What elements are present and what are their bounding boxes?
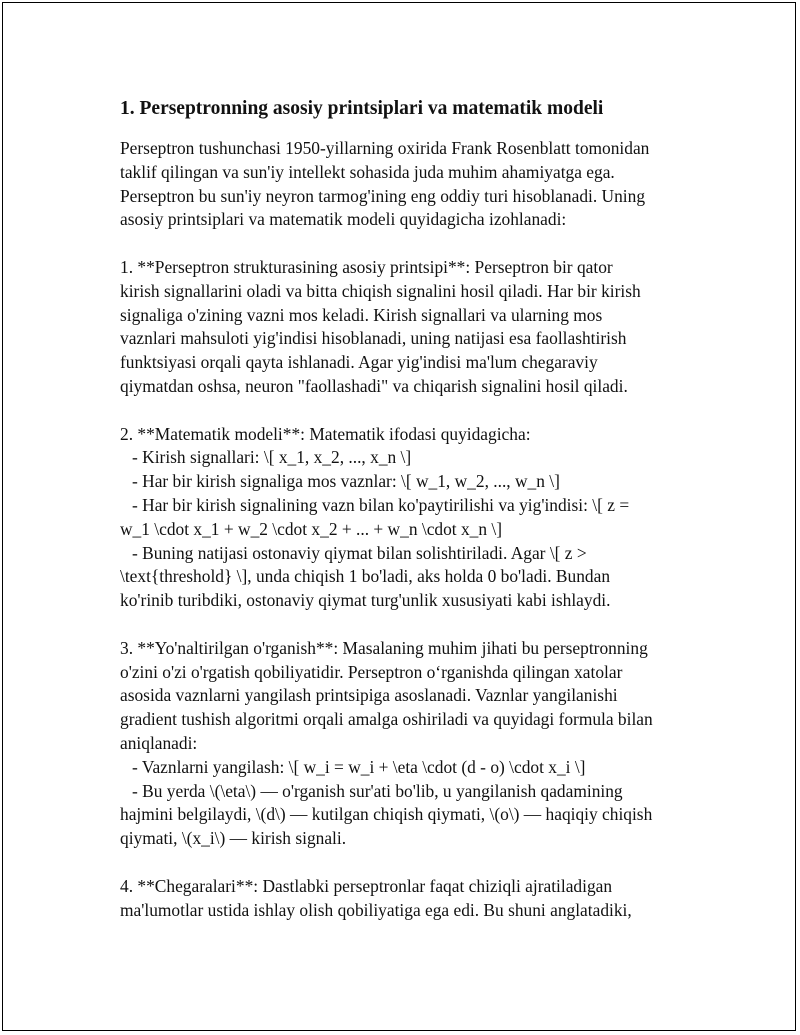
text-line: vaznlari mahsuloti yig'indisi hisoblanadi, uning natijasi esa faollashtirish: [120, 328, 627, 349]
text-line: qiymatdan oshsa, neuron "faollashadi" va chiqarish signalini hosil qiladi.: [120, 375, 628, 396]
text-line: asosiy printsiplari va matematik modeli quyidagicha izohlanadi:: [120, 209, 567, 230]
list-item: - Vaznlarni yangilash: \[ w_i = w_i + \eta \cdot (d - o) \cdot x_i \]: [132, 756, 586, 777]
text-line: Perseptron bu sun'iy neyron tarmog'ining eng oddiy turi hisoblanadi. Uning: [120, 185, 646, 206]
text-line: aniqlanadi:: [120, 732, 198, 753]
list-item: - Buning natijasi ostonaviy qiymat bilan solishtiriladi. Agar \[ z >: [132, 542, 587, 563]
list-item: - Har bir kirish signalining vazn bilan ko'paytirilishi va yig'indisi: \[ z =: [132, 494, 630, 515]
text-line: asosida vaznlarni yangilash printsipiga asoslanadi. Vaznlar yangilanishi: [120, 685, 618, 706]
text-line: w_1 \cdot x_1 + w_2 \cdot x_2 + ... + w_n \cdot x_n \]: [120, 518, 503, 539]
text-line: Perseptron tushunchasi 1950-yillarning oxirida Frank Rosenblatt tomonidan: [120, 138, 650, 158]
structure-paragraph: [120, 256, 685, 399]
text-line: taklif qilingan va sun'iy intellekt sohasida juda muhim ahamiyatga ega.: [120, 161, 615, 182]
text-line: ma'lumotlar ustida ishlay olish qobiliyatiga ega edi. Bu shuni anglatadiki,: [120, 899, 632, 920]
limitations-paragraph: [120, 875, 685, 923]
intro-paragraph: [120, 137, 685, 232]
list-item: - Kirish signallari: \[ x_1, x_2, ..., x_n \]: [132, 447, 412, 468]
text-line: \text{threshold} \], unda chiqish 1 bo'ladi, aks holda 0 bo'ladi. Bundan: [120, 566, 611, 587]
text-line: 3. **Yo'naltirilgan o'rganish**: Masalaning muhim jihati bu perseptronning: [120, 637, 648, 658]
text-line: 2. **Matematik modeli**: Matematik ifodasi quyidagicha:: [120, 423, 531, 444]
paragraph-gap: [120, 851, 685, 875]
list-item: - Bu yerda \(\eta\) — o'rganish sur'ati bo'lib, u yangilanish qadamining: [132, 780, 623, 801]
text-line: kirish signallarini oladi va bitta chiqish signalini hosil qiladi. Har bir kirish: [120, 280, 641, 301]
list-item: - Har bir kirish signaliga mos vaznlar: \[ w_1, w_2, ..., w_n \]: [132, 471, 560, 492]
section-title: 1. Perseptronning asosiy printsiplari va matematik modeli: [120, 98, 604, 119]
text-line: funktsiyasi orqali qayta ishlanadi. Agar yig'indisi ma'lum chegaraviy: [120, 352, 598, 373]
learning-paragraph: [120, 637, 685, 851]
text-line: hajmini belgilaydi, \(d\) — kutilgan chiqish qiymati, \(o\) — haqiqiy chiqish: [120, 804, 653, 825]
math-model-paragraph: [120, 423, 685, 613]
text-line: gradient tushish algoritmi orqali amalga oshiriladi va quyidagi formula bilan: [120, 709, 653, 730]
text-line: 4. **Chegaralari**: Dastlabki perseptronlar faqat chiziqli ajratiladigan: [120, 875, 613, 896]
paragraph-gap: [120, 613, 685, 637]
text-line: ko'rinib turibdiki, ostonaviy qiymat turg'unlik xususiyati kabi ishlaydi.: [120, 590, 611, 611]
text-line: o'zini o'zi o'rgatish qobiliyatidir. Perseptron o‘rganishda qilingan xatolar: [120, 661, 623, 682]
document-content: [120, 95, 685, 922]
document-page: [2, 2, 796, 1031]
text-line: qiymati, \(x_i\) — kirish signali.: [120, 828, 347, 849]
paragraph-gap: [120, 232, 685, 256]
text-line: 1. **Perseptron strukturasining asosiy printsipi**: Perseptron bir qator: [120, 256, 613, 277]
paragraph-gap: [120, 399, 685, 423]
text-line: signaliga o'zining vazni mos keladi. Kirish signallari va ularning mos: [120, 304, 603, 325]
